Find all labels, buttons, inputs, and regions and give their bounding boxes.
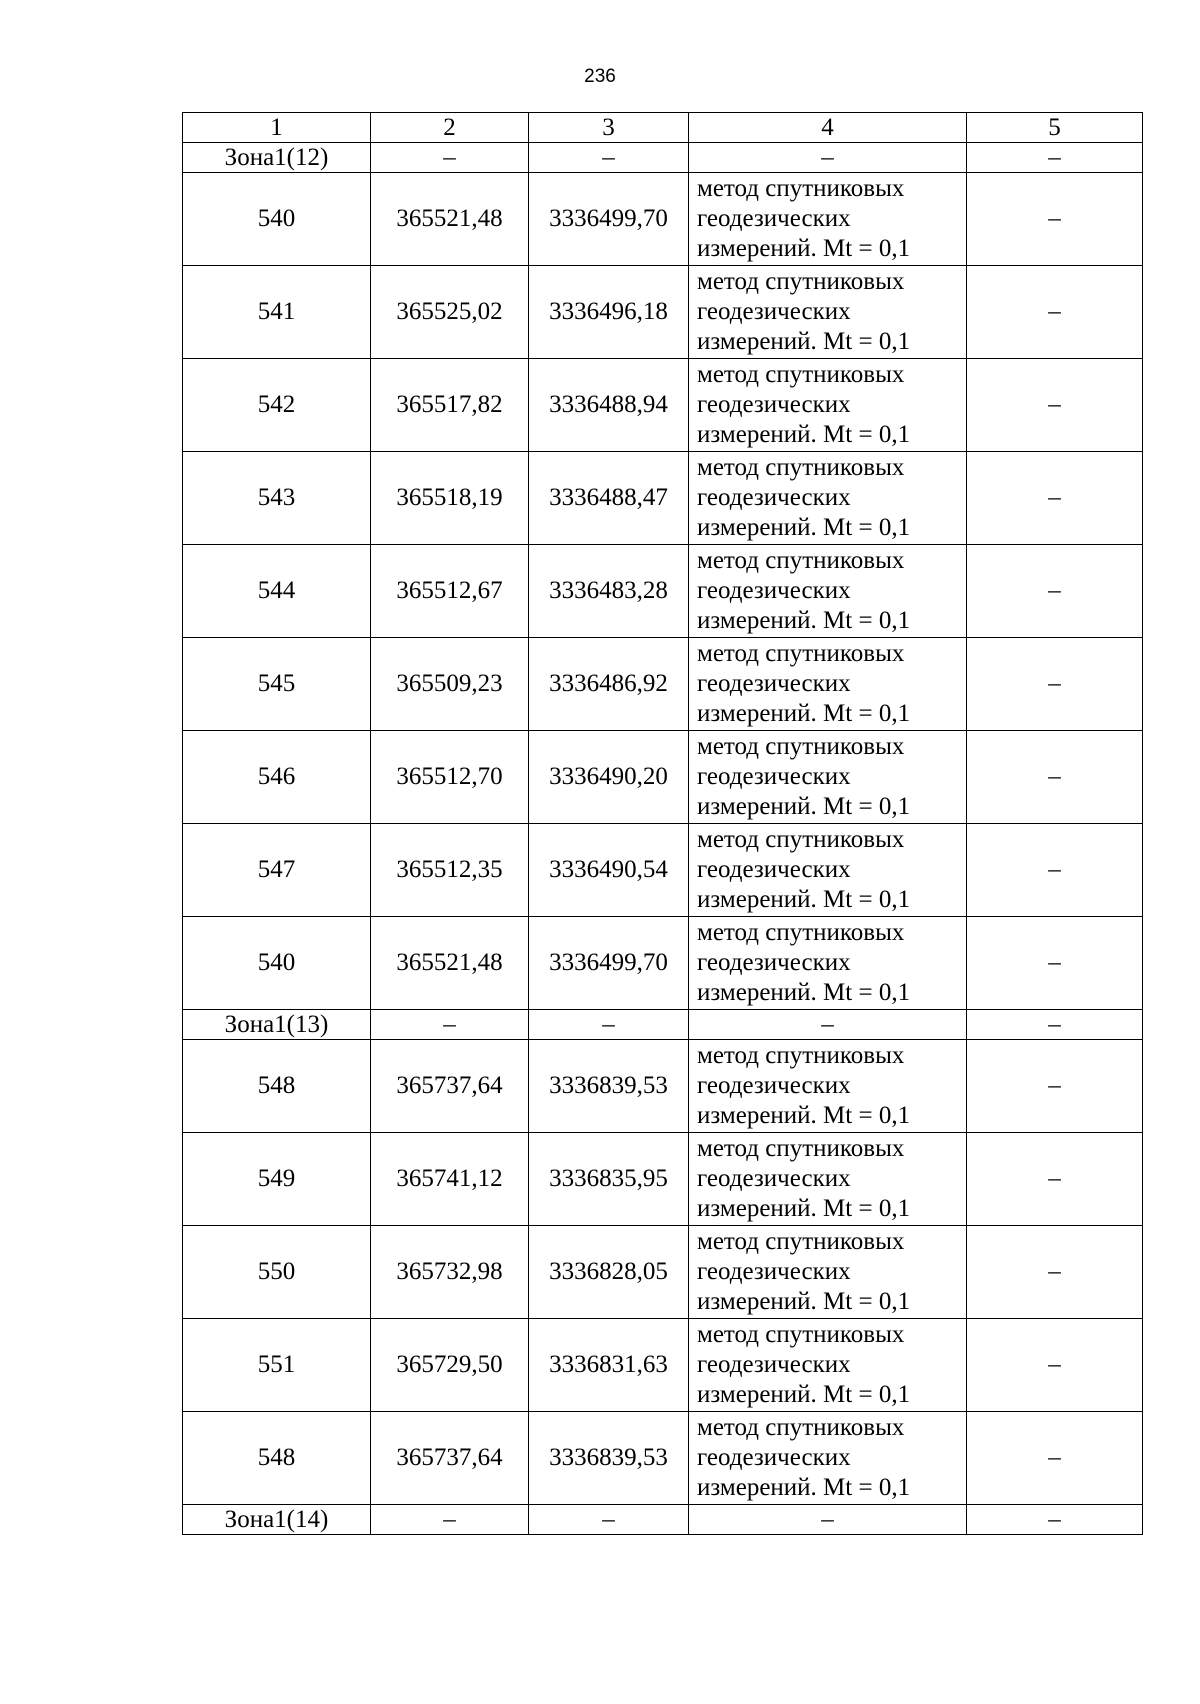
coordinate-y: 3336496,18 — [529, 266, 689, 359]
dash-cell: – — [371, 143, 529, 173]
coordinate-y: 3336490,54 — [529, 824, 689, 917]
method-line: метод спутниковых — [697, 361, 905, 388]
zone-row — [183, 1505, 1143, 1535]
point-number: 541 — [183, 266, 371, 359]
dash-cell: – — [967, 1133, 1143, 1226]
point-number: 540 — [183, 173, 371, 266]
zone-label: Зона1(12) — [183, 143, 371, 173]
method-line: измерений. Mt = 0,1 — [697, 1195, 911, 1222]
point-number: 548 — [183, 1040, 371, 1133]
coordinate-x: 365512,67 — [371, 545, 529, 638]
zone-label: Зона1(13) — [183, 1010, 371, 1040]
dash-cell: – — [967, 1010, 1143, 1040]
header-cell: 1 — [183, 113, 371, 143]
coordinate-x: 365741,12 — [371, 1133, 529, 1226]
method-description — [689, 266, 967, 359]
method-line: геодезических — [697, 484, 851, 511]
method-line: метод спутниковых — [697, 1228, 905, 1255]
dash-cell: – — [529, 1010, 689, 1040]
coordinate-x: 365517,82 — [371, 359, 529, 452]
coordinate-y: 3336499,70 — [529, 173, 689, 266]
method-line: геодезических — [697, 298, 851, 325]
coordinate-y: 3336499,70 — [529, 917, 689, 1010]
coordinates-table — [182, 112, 1143, 1535]
method-line: метод спутниковых — [697, 175, 905, 202]
method-description — [689, 1226, 967, 1319]
method-line: метод спутниковых — [697, 1414, 905, 1441]
table-row — [183, 917, 1143, 1010]
coordinate-x: 365729,50 — [371, 1319, 529, 1412]
method-line: метод спутниковых — [697, 826, 905, 853]
coordinate-y: 3336488,47 — [529, 452, 689, 545]
coordinate-y: 3336831,63 — [529, 1319, 689, 1412]
header-cell: 4 — [689, 113, 967, 143]
coordinate-x: 365521,48 — [371, 173, 529, 266]
method-description — [689, 545, 967, 638]
dash-cell: – — [689, 1010, 967, 1040]
point-number: 542 — [183, 359, 371, 452]
header-cell: 3 — [529, 113, 689, 143]
method-line: геодезических — [697, 856, 851, 883]
method-line: измерений. Mt = 0,1 — [697, 328, 911, 355]
method-line: метод спутниковых — [697, 640, 905, 667]
point-number: 548 — [183, 1412, 371, 1505]
dash-cell: – — [967, 824, 1143, 917]
dash-cell: – — [967, 917, 1143, 1010]
dash-cell: – — [967, 1040, 1143, 1133]
method-description — [689, 359, 967, 452]
dash-cell: – — [967, 143, 1143, 173]
method-line: измерений. Mt = 0,1 — [697, 1474, 911, 1501]
method-line: измерений. Mt = 0,1 — [697, 235, 911, 262]
method-line: измерений. Mt = 0,1 — [697, 700, 911, 727]
coordinate-y: 3336839,53 — [529, 1040, 689, 1133]
coordinate-x: 365518,19 — [371, 452, 529, 545]
method-description — [689, 824, 967, 917]
table-row — [183, 1412, 1143, 1505]
method-line: геодезических — [697, 391, 851, 418]
dash-cell: – — [967, 173, 1143, 266]
point-number: 549 — [183, 1133, 371, 1226]
method-line: измерений. Mt = 0,1 — [697, 607, 911, 634]
method-line: метод спутниковых — [697, 733, 905, 760]
dash-cell: – — [967, 1319, 1143, 1412]
method-line: метод спутниковых — [697, 1042, 905, 1069]
point-number: 551 — [183, 1319, 371, 1412]
table-row — [183, 638, 1143, 731]
point-number: 543 — [183, 452, 371, 545]
method-line: метод спутниковых — [697, 454, 905, 481]
zone-row — [183, 1010, 1143, 1040]
zone-label: Зона1(14) — [183, 1505, 371, 1535]
method-line: метод спутниковых — [697, 919, 905, 946]
dash-cell: – — [967, 452, 1143, 545]
table-row — [183, 452, 1143, 545]
dash-cell: – — [529, 143, 689, 173]
table-header-row — [183, 113, 1143, 143]
method-line: измерений. Mt = 0,1 — [697, 886, 911, 913]
method-line: геодезических — [697, 205, 851, 232]
method-line: метод спутниковых — [697, 547, 905, 574]
page-number: 236 — [584, 66, 616, 87]
header-cell: 5 — [967, 113, 1143, 143]
point-number: 545 — [183, 638, 371, 731]
method-line: измерений. Mt = 0,1 — [697, 1102, 911, 1129]
dash-cell: – — [689, 143, 967, 173]
dash-cell: – — [529, 1505, 689, 1535]
table-row — [183, 1133, 1143, 1226]
method-line: измерений. Mt = 0,1 — [697, 421, 911, 448]
coordinate-y: 3336483,28 — [529, 545, 689, 638]
coordinate-x: 365521,48 — [371, 917, 529, 1010]
zone-row — [183, 143, 1143, 173]
dash-cell: – — [967, 545, 1143, 638]
table-row — [183, 1226, 1143, 1319]
coordinate-y: 3336839,53 — [529, 1412, 689, 1505]
method-line: метод спутниковых — [697, 1135, 905, 1162]
table-row — [183, 545, 1143, 638]
header-cell: 2 — [371, 113, 529, 143]
table-row — [183, 824, 1143, 917]
coordinate-y: 3336488,94 — [529, 359, 689, 452]
coordinate-y: 3336490,20 — [529, 731, 689, 824]
point-number: 547 — [183, 824, 371, 917]
point-number: 550 — [183, 1226, 371, 1319]
method-description — [689, 452, 967, 545]
method-description — [689, 731, 967, 824]
method-line: измерений. Mt = 0,1 — [697, 979, 911, 1006]
method-description — [689, 917, 967, 1010]
method-line: метод спутниковых — [697, 268, 905, 295]
coordinate-x: 365512,70 — [371, 731, 529, 824]
dash-cell: – — [371, 1010, 529, 1040]
point-number: 540 — [183, 917, 371, 1010]
coordinate-y: 3336486,92 — [529, 638, 689, 731]
method-line: измерений. Mt = 0,1 — [697, 1381, 911, 1408]
coordinate-y: 3336835,95 — [529, 1133, 689, 1226]
table-row — [183, 1319, 1143, 1412]
method-line: геодезических — [697, 577, 851, 604]
dash-cell: – — [689, 1505, 967, 1535]
coordinate-y: 3336828,05 — [529, 1226, 689, 1319]
method-description — [689, 173, 967, 266]
method-line: измерений. Mt = 0,1 — [697, 793, 911, 820]
method-description — [689, 638, 967, 731]
method-line: геодезических — [697, 1258, 851, 1285]
method-line: измерений. Mt = 0,1 — [697, 1288, 911, 1315]
dash-cell: – — [967, 731, 1143, 824]
dash-cell: – — [967, 1412, 1143, 1505]
dash-cell: – — [967, 1226, 1143, 1319]
dash-cell: – — [967, 638, 1143, 731]
coordinate-x: 365512,35 — [371, 824, 529, 917]
dash-cell: – — [967, 1505, 1143, 1535]
table-row — [183, 266, 1143, 359]
method-line: геодезических — [697, 763, 851, 790]
table-row — [183, 359, 1143, 452]
dash-cell: – — [371, 1505, 529, 1535]
coordinate-x: 365525,02 — [371, 266, 529, 359]
method-description — [689, 1133, 967, 1226]
dash-cell: – — [967, 359, 1143, 452]
method-line: геодезических — [697, 1072, 851, 1099]
method-line: геодезических — [697, 1165, 851, 1192]
method-line: геодезических — [697, 1444, 851, 1471]
method-description — [689, 1319, 967, 1412]
method-description — [689, 1412, 967, 1505]
coordinate-x: 365732,98 — [371, 1226, 529, 1319]
point-number: 544 — [183, 545, 371, 638]
point-number: 546 — [183, 731, 371, 824]
method-line: измерений. Mt = 0,1 — [697, 514, 911, 541]
method-line: геодезических — [697, 949, 851, 976]
method-line: геодезических — [697, 670, 851, 697]
table-row — [183, 173, 1143, 266]
table-row — [183, 731, 1143, 824]
coordinate-x: 365737,64 — [371, 1040, 529, 1133]
method-line: метод спутниковых — [697, 1321, 905, 1348]
dash-cell: – — [967, 266, 1143, 359]
coordinate-x: 365737,64 — [371, 1412, 529, 1505]
coordinate-x: 365509,23 — [371, 638, 529, 731]
table-row — [183, 1040, 1143, 1133]
method-description — [689, 1040, 967, 1133]
method-line: геодезических — [697, 1351, 851, 1378]
